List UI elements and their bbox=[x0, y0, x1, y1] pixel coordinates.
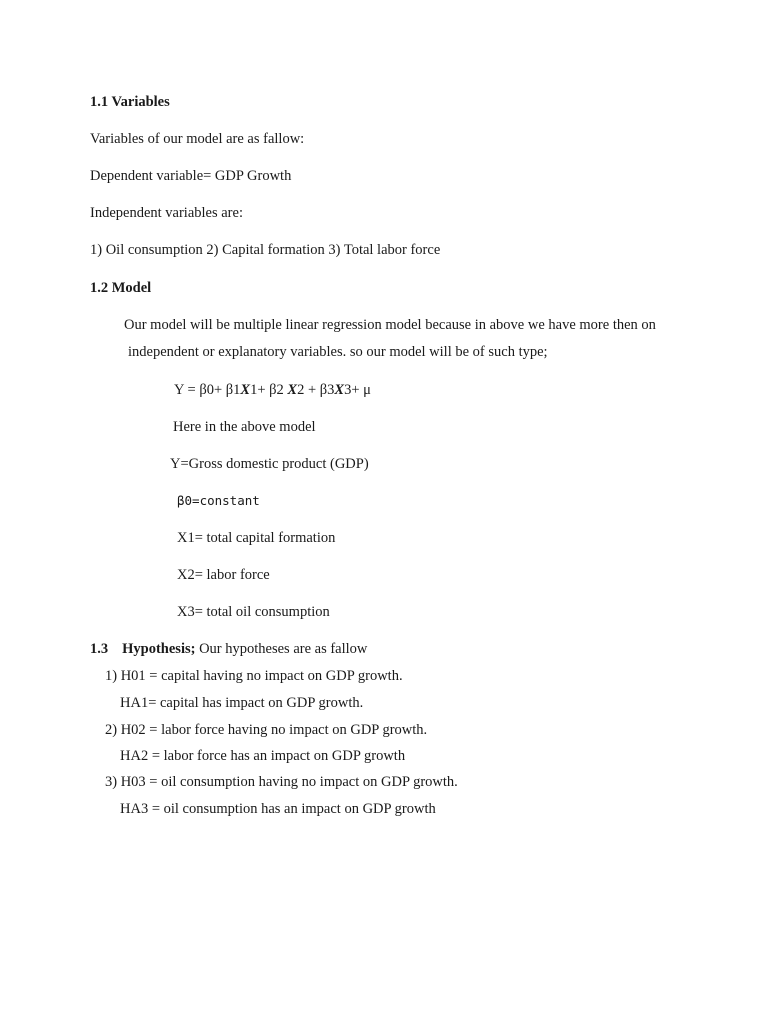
beta0-definition: β0=constant bbox=[177, 493, 260, 508]
x1-definition: X1= total capital formation bbox=[177, 530, 336, 546]
hypothesis-alt-3: HA3 = oil consumption has an impact on GDP growth bbox=[120, 801, 436, 817]
dependent-variable-text: Dependent variable= GDP Growth bbox=[90, 168, 292, 184]
equation-x-symbol: X bbox=[334, 382, 345, 398]
x2-definition: X2= labor force bbox=[177, 567, 270, 583]
equation-part-1: Y = β0+ β1 bbox=[174, 382, 241, 398]
equation-part-4: 3+ μ bbox=[344, 382, 371, 398]
section-heading-model: 1.2 Model bbox=[90, 280, 152, 296]
equation-part-3: 2 + β3 bbox=[297, 382, 335, 398]
section-heading-variables: 1.1 Variables bbox=[90, 94, 170, 110]
hypothesis-alt-2: HA2 = labor force has an impact on GDP growth bbox=[120, 748, 406, 764]
x3-definition: X3= total oil consumption bbox=[177, 604, 330, 620]
model-paragraph-line-1: Our model will be multiple linear regression model because in above we have more then on bbox=[124, 317, 656, 333]
equation-part-2: 1+ β2 bbox=[250, 382, 288, 398]
regression-equation bbox=[174, 381, 371, 399]
independent-variables-list: 1) Oil consumption 2) Capital formation 3) Total labor force bbox=[90, 242, 441, 258]
equation-x-symbol: X bbox=[240, 382, 251, 398]
model-explanation-text: Here in the above model bbox=[173, 419, 316, 435]
variables-intro-text: Variables of our model are as fallow: bbox=[90, 131, 305, 147]
hypothesis-null-1: 1) H01 = capital having no impact on GDP growth. bbox=[105, 668, 403, 684]
independent-variables-label: Independent variables are: bbox=[90, 205, 243, 221]
hypothesis-heading-line bbox=[90, 640, 367, 658]
hypothesis-alt-1: HA1= capital has impact on GDP growth. bbox=[120, 695, 364, 711]
hypothesis-intro-text: Our hypotheses are as fallow bbox=[195, 641, 368, 657]
hypothesis-null-2: 2) H02 = labor force having no impact on GDP growth. bbox=[105, 722, 428, 738]
model-paragraph-line-2: independent or explanatory variables. so our model will be of such type; bbox=[128, 344, 548, 360]
section-heading-hypothesis: Hypothesis; bbox=[122, 641, 196, 657]
equation-x-symbol: X bbox=[287, 382, 298, 398]
y-definition: Y=Gross domestic product (GDP) bbox=[170, 456, 369, 472]
section-number-hypothesis: 1.3 bbox=[90, 641, 109, 657]
hypothesis-null-3: 3) H03 = oil consumption having no impact on GDP growth. bbox=[105, 774, 458, 790]
